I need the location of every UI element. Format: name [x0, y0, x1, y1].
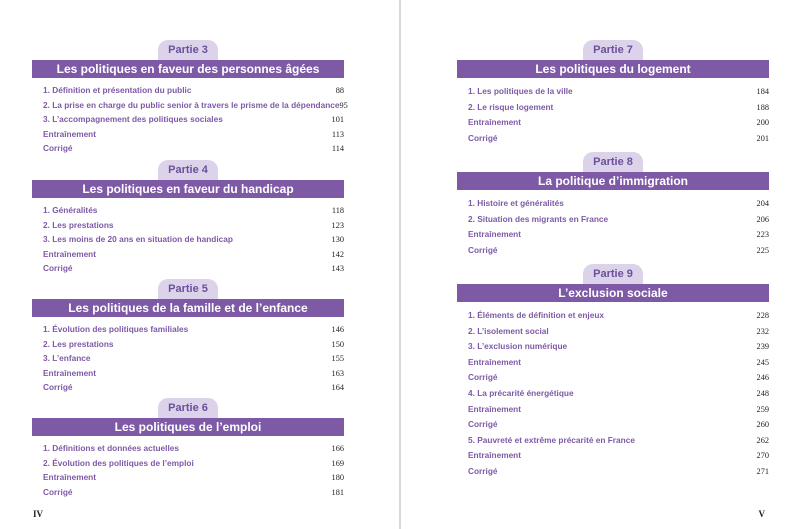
part-tab: Partie 6	[158, 398, 218, 418]
part-tab: Partie 5	[158, 279, 218, 299]
part-tab: Partie 4	[158, 160, 218, 180]
part-title: Les politiques en faveur des personnes âgées	[32, 60, 344, 78]
entry-label: Corrigé	[43, 382, 73, 392]
entry-label: Corrigé	[43, 263, 73, 273]
toc-entry[interactable]	[43, 203, 344, 218]
toc-entry[interactable]	[43, 127, 344, 142]
entry-page: 262	[756, 435, 769, 445]
entry-page: 163	[331, 368, 344, 378]
entry-page: 245	[756, 357, 769, 367]
toc-entry[interactable]	[468, 212, 769, 228]
entry-label: Corrigé	[468, 244, 498, 255]
entry-page: 228	[756, 311, 769, 320]
entry-label: Corrigé	[43, 486, 73, 497]
toc-entry[interactable]	[468, 370, 769, 386]
toc-entry[interactable]	[468, 227, 769, 243]
entry-label: 2. La prise en charge du public senior à travers le prisme de la dépendance	[43, 99, 340, 110]
entry-label: Entraînement	[468, 356, 522, 367]
entry-label: Entraînement	[468, 117, 522, 128]
entry-label: 1. Les politiques de la ville	[468, 86, 573, 96]
entry-page: 188	[756, 102, 769, 112]
entry-label: Entraînement	[468, 450, 522, 461]
entry-page: 123	[331, 220, 344, 230]
toc-entry[interactable]	[43, 218, 344, 233]
entry-page: 270	[756, 451, 769, 461]
toc-entry[interactable]	[468, 448, 769, 464]
entry-page: 259	[756, 404, 769, 414]
toc-entry[interactable]	[468, 339, 769, 355]
part-tab: Partie 7	[583, 40, 643, 60]
entry-label: 3. Les moins de 20 ans en situation de handicap	[43, 234, 233, 244]
entry-page: 88	[335, 86, 344, 95]
entry-page: 166	[331, 444, 344, 453]
entry-page: 239	[756, 342, 769, 352]
entry-label: 5. Pauvreté et extrême précarité en France	[468, 434, 635, 445]
toc-entry[interactable]	[468, 308, 769, 324]
part-section	[457, 40, 769, 146]
entry-label: 1. Éléments de définition et enjeux	[468, 310, 605, 320]
toc-entry[interactable]	[43, 247, 344, 262]
toc-entry[interactable]	[468, 243, 769, 259]
part-tab: Partie 3	[158, 40, 218, 60]
part-title: L’exclusion sociale	[457, 284, 769, 302]
toc-entry[interactable]	[468, 417, 769, 433]
toc-entry[interactable]	[468, 386, 769, 402]
toc-entry[interactable]	[43, 485, 344, 500]
entry-label: 1. Généralités	[43, 205, 98, 215]
entry-page: 155	[331, 354, 344, 363]
entry-page: 200	[756, 118, 769, 128]
entry-page: 232	[756, 326, 769, 336]
entry-page: 206	[756, 214, 769, 224]
toc-entry[interactable]	[468, 196, 769, 212]
entry-page: 201	[756, 133, 769, 143]
entry-label: 2. Le risque logement	[468, 101, 554, 112]
toc-entry[interactable]	[43, 141, 344, 156]
toc-entry[interactable]	[468, 84, 769, 100]
entry-page: 225	[756, 245, 769, 255]
toc-entry[interactable]	[43, 322, 344, 337]
entry-label: 2. Évolution des politiques de l’emploi	[43, 457, 194, 468]
entry-label: 3. L’enfance	[43, 353, 91, 363]
entry-label: 2. L’isolement social	[468, 325, 549, 336]
part-tab: Partie 8	[583, 152, 643, 172]
page-number: V	[758, 509, 765, 519]
part-title: La politique d’immigration	[457, 172, 769, 190]
toc-entry[interactable]	[43, 98, 348, 113]
left-page	[0, 0, 399, 529]
toc-entry[interactable]	[43, 351, 344, 366]
entry-label: Entraînement	[468, 403, 522, 414]
entry-page: 271	[756, 466, 769, 476]
part-section	[32, 160, 344, 276]
part-title: Les politiques du logement	[457, 60, 769, 78]
entry-page: 101	[331, 115, 344, 124]
entry-label: Entraînement	[43, 128, 97, 139]
toc-entry[interactable]	[43, 470, 344, 485]
entry-label: Corrigé	[43, 143, 73, 153]
part-title: Les politiques de la famille et de l’enfance	[32, 299, 344, 317]
toc-entry[interactable]	[468, 464, 769, 480]
entry-label: Corrigé	[468, 372, 498, 383]
entry-label: 1. Définitions et données actuelles	[43, 443, 180, 453]
toc-entry[interactable]	[468, 324, 769, 340]
entry-page: 184	[756, 87, 769, 96]
entry-page: 142	[331, 249, 344, 259]
toc-entry[interactable]	[43, 380, 344, 395]
toc-entry[interactable]	[468, 131, 769, 147]
entry-page: 150	[331, 339, 344, 349]
toc-entry[interactable]	[468, 355, 769, 371]
entry-page: 146	[331, 325, 344, 334]
entry-label: Entraînement	[468, 229, 522, 240]
entry-label: 1. Évolution des politiques familiales	[43, 324, 189, 334]
entry-page: 246	[756, 373, 769, 383]
entry-page: 180	[331, 473, 344, 482]
entry-page: 114	[331, 144, 344, 153]
entry-label: 2. Les prestations	[43, 219, 114, 230]
toc-entry[interactable]	[468, 433, 769, 449]
entry-page: 181	[331, 487, 344, 497]
part-section	[457, 264, 769, 480]
part-title: Les politiques en faveur du handicap	[32, 180, 344, 198]
toc-entry[interactable]	[43, 337, 344, 352]
toc-entry[interactable]	[468, 402, 769, 418]
entry-label: 4. La précarité énergétique	[468, 387, 574, 398]
entry-label: 1. Histoire et généralités	[468, 198, 564, 208]
part-section	[32, 40, 348, 156]
entry-label: 2. Situation des migrants en France	[468, 213, 609, 224]
entry-label: Entraînement	[43, 248, 97, 259]
entry-label: Corrigé	[468, 465, 498, 476]
entry-label: Corrigé	[468, 132, 498, 143]
entry-page: 260	[756, 420, 769, 430]
toc-entry[interactable]	[468, 100, 769, 116]
entry-page: 223	[756, 230, 769, 240]
toc-entry[interactable]	[43, 261, 344, 276]
toc-entry[interactable]	[43, 83, 344, 98]
toc-entry[interactable]	[43, 441, 344, 456]
toc-entry[interactable]	[43, 366, 344, 381]
entry-label: 3. L’exclusion numérique	[468, 341, 568, 352]
part-section	[457, 152, 769, 258]
toc-entry[interactable]	[43, 112, 344, 127]
entry-page: 118	[331, 206, 344, 215]
right-page	[401, 0, 800, 529]
part-section	[32, 398, 344, 499]
entry-label: 3. L’accompagnement des politiques sociales	[43, 114, 223, 124]
part-section	[32, 279, 344, 395]
toc-entry[interactable]	[43, 456, 344, 471]
entry-page: 169	[331, 458, 344, 468]
part-title: Les politiques de l’emploi	[32, 418, 344, 436]
entry-label: Entraînement	[43, 367, 97, 378]
entry-label: 2. Les prestations	[43, 338, 114, 349]
toc-entry[interactable]	[43, 232, 344, 247]
entry-page: 204	[756, 199, 769, 208]
entry-label: Corrigé	[468, 419, 498, 430]
entry-page: 95	[339, 100, 348, 110]
page-number: IV	[33, 509, 44, 519]
entry-page: 248	[756, 388, 769, 398]
part-tab: Partie 9	[583, 264, 643, 284]
entry-page: 164	[331, 383, 344, 392]
entry-page: 113	[331, 129, 344, 139]
entry-page: 130	[331, 235, 344, 244]
entry-page: 143	[331, 264, 344, 273]
entry-label: Entraînement	[43, 472, 97, 482]
toc-entry[interactable]	[468, 115, 769, 131]
entry-label: 1. Définition et présentation du public	[43, 85, 192, 95]
